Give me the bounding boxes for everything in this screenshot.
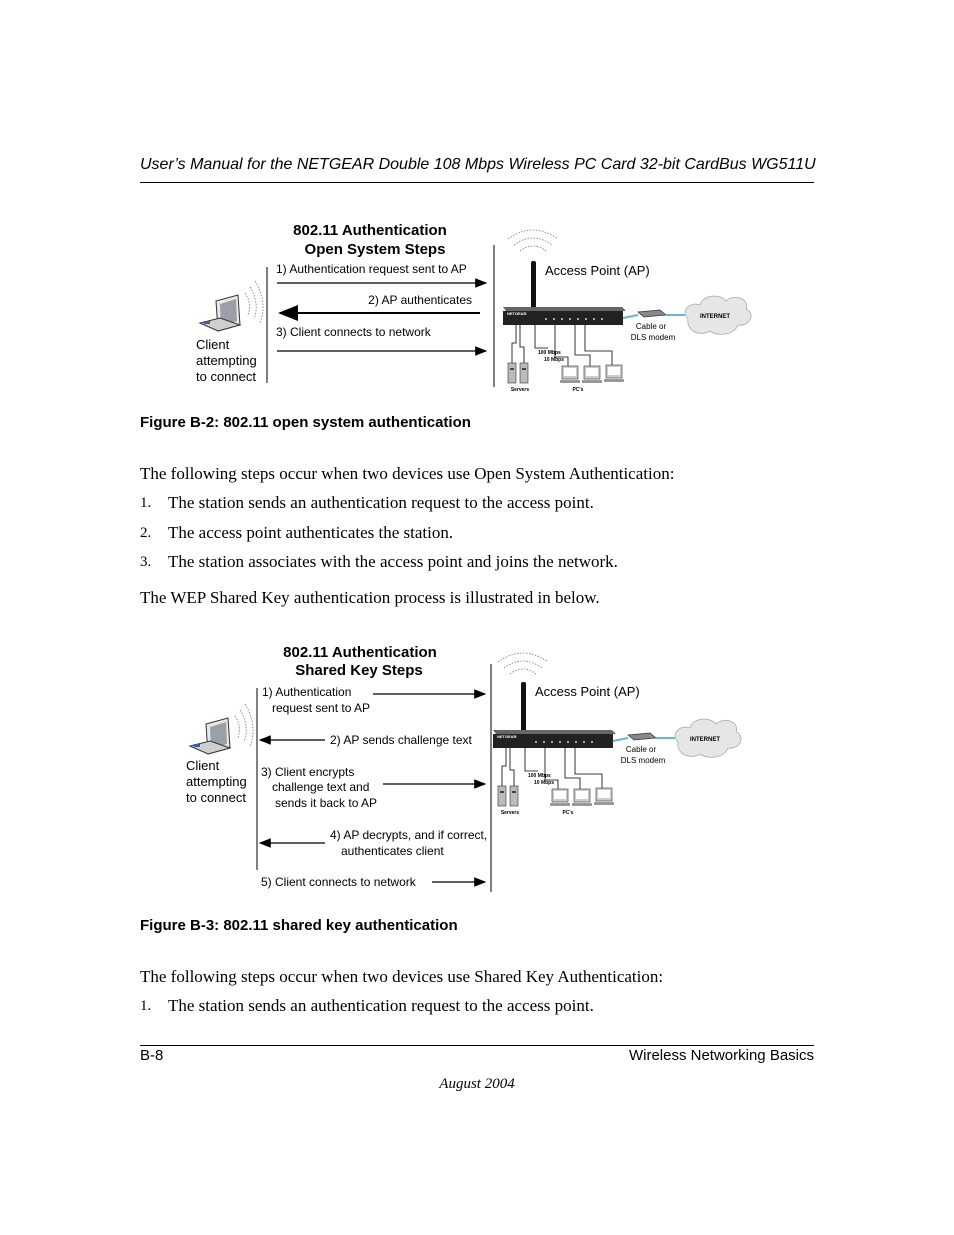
figure2-step4-line2: authenticates client <box>341 844 444 858</box>
wireless-waves-icon <box>235 704 253 746</box>
paragraph-shared-key: The following steps occur when two devices use Shared Key Authentication: <box>140 967 664 986</box>
figure2-step5: 5) Client connects to network <box>261 875 416 889</box>
figure2-client-line1: Client <box>186 758 220 773</box>
figure2-step3-line2: challenge text and <box>272 780 370 794</box>
publication-date: August 2004 <box>439 1076 515 1092</box>
figure2-modem-line2: DLS modem <box>620 756 666 765</box>
figure2-caption: Figure B-3: 802.11 shared key authentication <box>140 917 458 934</box>
figure1-brand: NETGEAR <box>507 311 527 316</box>
antenna-waves-icon <box>498 653 548 674</box>
internet-cloud-icon <box>675 719 741 757</box>
figure1-title-line1: 802.11 Authentication <box>293 222 447 239</box>
figure1-step3: 3) Client connects to network <box>276 325 431 339</box>
figure2-client-line2: attempting <box>186 774 247 789</box>
figure2-ap-label: Access Point (AP) <box>535 684 640 699</box>
figure1-ap-label: Access Point (AP) <box>545 263 650 278</box>
paragraph-wep-intro: The WEP Shared Key authentication process is illustrated in below. <box>140 588 600 607</box>
figure1-servers: Servers <box>510 387 530 393</box>
figure2-title-line1: 802.11 Authentication <box>283 644 437 661</box>
internet-cloud-icon <box>685 296 751 334</box>
running-header: User’s Manual for the NETGEAR Double 108 Mbps Wireless PC Card 32-bit CardBus WG511U <box>140 156 816 173</box>
pc-icon <box>604 365 624 382</box>
modem-icon <box>628 733 656 740</box>
figure1-client-line1: Client <box>196 337 230 352</box>
figure2-internet: INTERNET <box>690 737 720 743</box>
section-name: Wireless Networking Basics <box>628 1047 814 1064</box>
list1-item1-text: The station sends an authentication request to the access point. <box>168 493 594 512</box>
figure2-speed2: 10 Mbps <box>534 780 555 786</box>
figure-shared-key <box>180 638 750 898</box>
server-icon <box>508 363 528 383</box>
ap-to-modem-cable <box>613 738 628 741</box>
figure2-brand: NETGEAR <box>497 734 517 739</box>
pc-icon <box>560 366 580 383</box>
pc-icon <box>550 789 570 806</box>
access-point-device <box>503 307 626 325</box>
paragraph-open-system: The following steps occur when two devices use Open System Authentication: <box>140 464 675 483</box>
figure1-client-line3: to connect <box>196 369 256 384</box>
pc-icon <box>594 788 614 805</box>
figure1-pcs: PC's <box>572 387 584 393</box>
figure1-step2: 2) AP authenticates <box>368 293 472 307</box>
figure2-step4-line1: 4) AP decrypts, and if correct, <box>330 828 488 842</box>
figure1-step1: 1) Authentication request sent to AP <box>276 262 467 276</box>
modem-icon <box>638 310 666 317</box>
page-number: B-8 <box>140 1047 164 1064</box>
laptop-icon <box>190 718 230 754</box>
figure1-caption: Figure B-2: 802.11 open system authentication <box>140 414 471 431</box>
figure2-pcs: PC's <box>562 810 574 816</box>
list1-item3-number: 3. <box>140 554 152 570</box>
antenna <box>531 261 536 309</box>
figure2-step1-line1: 1) Authentication <box>262 685 352 699</box>
server-icon <box>498 786 518 806</box>
list1-item2-text: The access point authenticates the station. <box>168 523 454 542</box>
figure1-internet: INTERNET <box>700 314 730 320</box>
figure1-client-line2: attempting <box>196 353 257 368</box>
list2-item1-text: The station sends an authentication request to the access point. <box>168 996 594 1015</box>
wireless-waves-icon <box>245 281 263 323</box>
figure2-step2: 2) AP sends challenge text <box>330 733 472 747</box>
figure2-client-line3: to connect <box>186 790 246 805</box>
figure2-step1-line2: request sent to AP <box>272 701 371 715</box>
figure1-speed2: 10 Mbps <box>544 357 565 363</box>
ap-to-modem-cable <box>623 315 638 318</box>
figure2-speed1: 100 Mbps <box>528 773 551 779</box>
figure-open-system <box>190 215 750 400</box>
footer-rule <box>140 1045 814 1046</box>
figure2-servers: Servers <box>500 810 520 816</box>
figure2-title-line2: Shared Key Steps <box>295 662 423 679</box>
access-point-device <box>493 730 616 748</box>
figure2-modem-line1: Cable or <box>625 745 657 754</box>
pc-icon <box>582 366 602 383</box>
list1-item2-number: 2. <box>140 525 152 541</box>
laptop-icon <box>200 295 240 331</box>
pc-icon <box>572 789 592 806</box>
figure2-step3-line1: 3) Client encrypts <box>261 765 355 779</box>
figure1-speed1: 100 Mbps <box>538 350 561 356</box>
antenna-waves-icon <box>508 230 558 251</box>
header-rule <box>140 182 814 183</box>
figure1-modem-line1: Cable or <box>635 322 667 331</box>
figure1-title-line2: Open System Steps <box>304 241 446 258</box>
figure1-modem-line2: DLS modem <box>630 333 676 342</box>
antenna <box>521 682 526 732</box>
list2-item1-number: 1. <box>140 998 152 1014</box>
list1-item1-number: 1. <box>140 495 152 511</box>
figure2-step3-line3: sends it back to AP <box>275 796 378 810</box>
list1-item3-text: The station associates with the access point and joins the network. <box>168 552 618 571</box>
